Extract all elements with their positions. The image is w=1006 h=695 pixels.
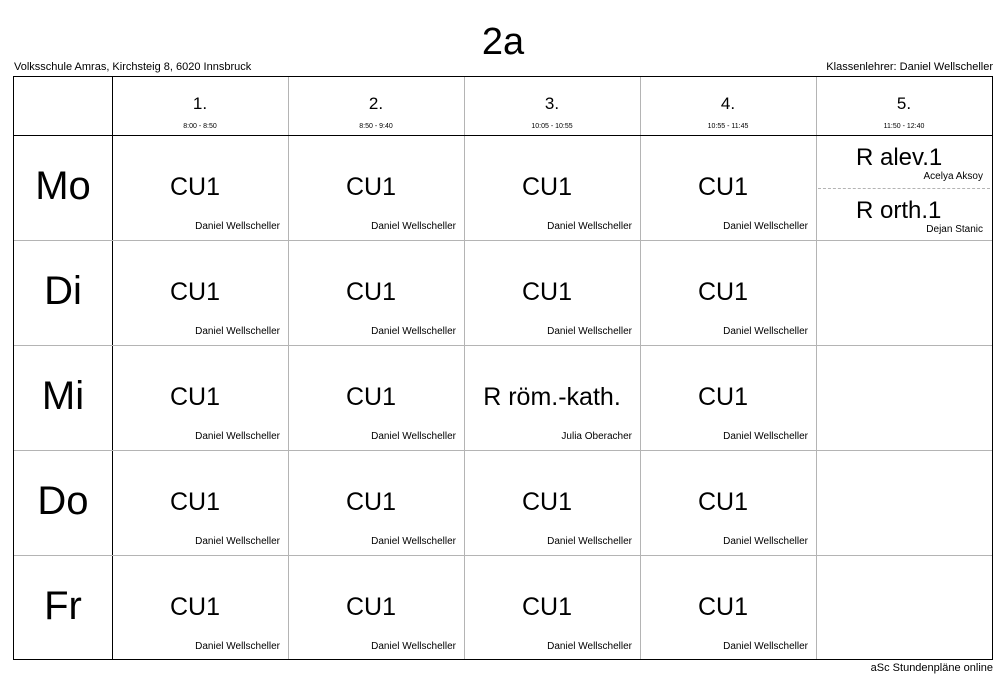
lesson-teacher: Daniel Wellscheller [723,641,808,652]
lesson-teacher: Daniel Wellscheller [547,641,632,652]
lesson-teacher: Daniel Wellscheller [371,431,456,442]
period-number: 2. [368,94,384,113]
lesson-subject: R alev.1 [856,144,943,171]
timetable-grid [13,76,993,660]
lesson-cell[interactable] [112,240,288,345]
lesson-subject: CU1 [522,173,573,201]
lesson-cell[interactable] [288,345,464,450]
period-number: 1. [192,94,208,113]
lesson-cell[interactable] [288,555,464,660]
period-time: 10:05 - 10:55 [531,123,573,130]
period-number: 4. [720,94,736,113]
lesson-subject: CU1 [522,488,573,516]
day-label: Fr [44,584,82,628]
lesson-teacher: Daniel Wellscheller [371,326,456,337]
lesson-subject: CU1 [346,488,397,516]
lesson-teacher: Dejan Stanic [926,223,983,235]
period-header [464,77,640,135]
lesson-teacher: Daniel Wellscheller [371,641,456,652]
period-header [640,77,816,135]
lesson-subject: CU1 [170,593,221,621]
lesson-cell[interactable] [640,240,816,345]
lesson-teacher: Daniel Wellscheller [195,221,280,232]
day-label: Mo [35,164,91,208]
period-header [816,77,992,135]
lesson-teacher: Acelya Aksoy [923,171,983,182]
lesson-teacher: Julia Oberacher [561,431,632,442]
lesson-subject: CU1 [346,383,397,411]
lesson-subject: CU1 [698,593,749,621]
lesson-subject: CU1 [170,173,221,201]
lesson-cell[interactable] [112,345,288,450]
lesson-cell-split[interactable] [816,135,992,188]
lesson-cell[interactable] [640,345,816,450]
lesson-cell[interactable] [112,555,288,660]
lesson-cell[interactable] [640,555,816,660]
lesson-cell[interactable] [464,240,640,345]
lesson-cell[interactable] [464,555,640,660]
lesson-teacher: Daniel Wellscheller [195,536,280,547]
lesson-teacher: Daniel Wellscheller [547,221,632,232]
lesson-subject: CU1 [170,488,221,516]
lesson-teacher: Daniel Wellscheller [547,536,632,547]
day-label: Do [37,479,89,523]
period-time: 8:50 - 9:40 [359,123,393,130]
lesson-cell[interactable] [288,240,464,345]
lesson-teacher: Daniel Wellscheller [371,536,456,547]
period-time: 8:00 - 8:50 [183,123,217,130]
lesson-subject: CU1 [698,173,749,201]
lesson-subject: R orth.1 [856,196,942,224]
lesson-teacher: Daniel Wellscheller [195,431,280,442]
period-header [288,77,464,135]
period-number: 5. [896,94,912,113]
lesson-subject: CU1 [698,488,749,516]
lesson-cell[interactable] [112,135,288,240]
lesson-subject: CU1 [346,173,397,201]
period-time: 10:55 - 11:45 [707,123,749,130]
lesson-subject: CU1 [346,593,397,621]
lesson-cell[interactable] [640,450,816,555]
lesson-subject: CU1 [698,383,749,411]
lesson-cell[interactable] [288,450,464,555]
split-divider [818,188,990,189]
lesson-subject: CU1 [698,278,749,306]
lesson-subject: CU1 [522,593,573,621]
school-address: Volksschule Amras, Kirchsteig 8, 6020 Innsbruck [14,61,252,73]
lesson-cell[interactable] [112,450,288,555]
lesson-cell-split[interactable] [816,188,992,241]
lesson-teacher: Daniel Wellscheller [195,326,280,337]
lesson-teacher: Daniel Wellscheller [723,536,808,547]
day-label: Mi [41,374,85,418]
lesson-subject: CU1 [170,383,221,411]
lesson-cell[interactable] [288,135,464,240]
lesson-subject: CU1 [346,278,397,306]
footer-credit: aSc Stundenpläne online [870,662,993,674]
period-header [112,77,288,135]
page-title: 2a [481,21,525,63]
day-label: Di [44,269,82,313]
lesson-teacher: Daniel Wellscheller [723,326,808,337]
period-time: 11:50 - 12:40 [883,123,925,130]
lesson-teacher: Daniel Wellscheller [195,641,280,652]
lesson-subject: R röm.-kath. [483,383,621,411]
lesson-subject: CU1 [522,278,573,306]
lesson-teacher: Daniel Wellscheller [723,221,808,232]
lesson-teacher: Daniel Wellscheller [547,326,632,337]
lesson-teacher: Daniel Wellscheller [371,221,456,232]
lesson-cell[interactable] [464,135,640,240]
class-teacher: Klassenlehrer: Daniel Wellscheller [826,61,993,73]
lesson-cell[interactable] [464,345,640,450]
lesson-cell[interactable] [640,135,816,240]
period-number: 3. [544,94,560,113]
lesson-teacher: Daniel Wellscheller [723,431,808,442]
lesson-cell[interactable] [464,450,640,555]
lesson-subject: CU1 [170,278,221,306]
